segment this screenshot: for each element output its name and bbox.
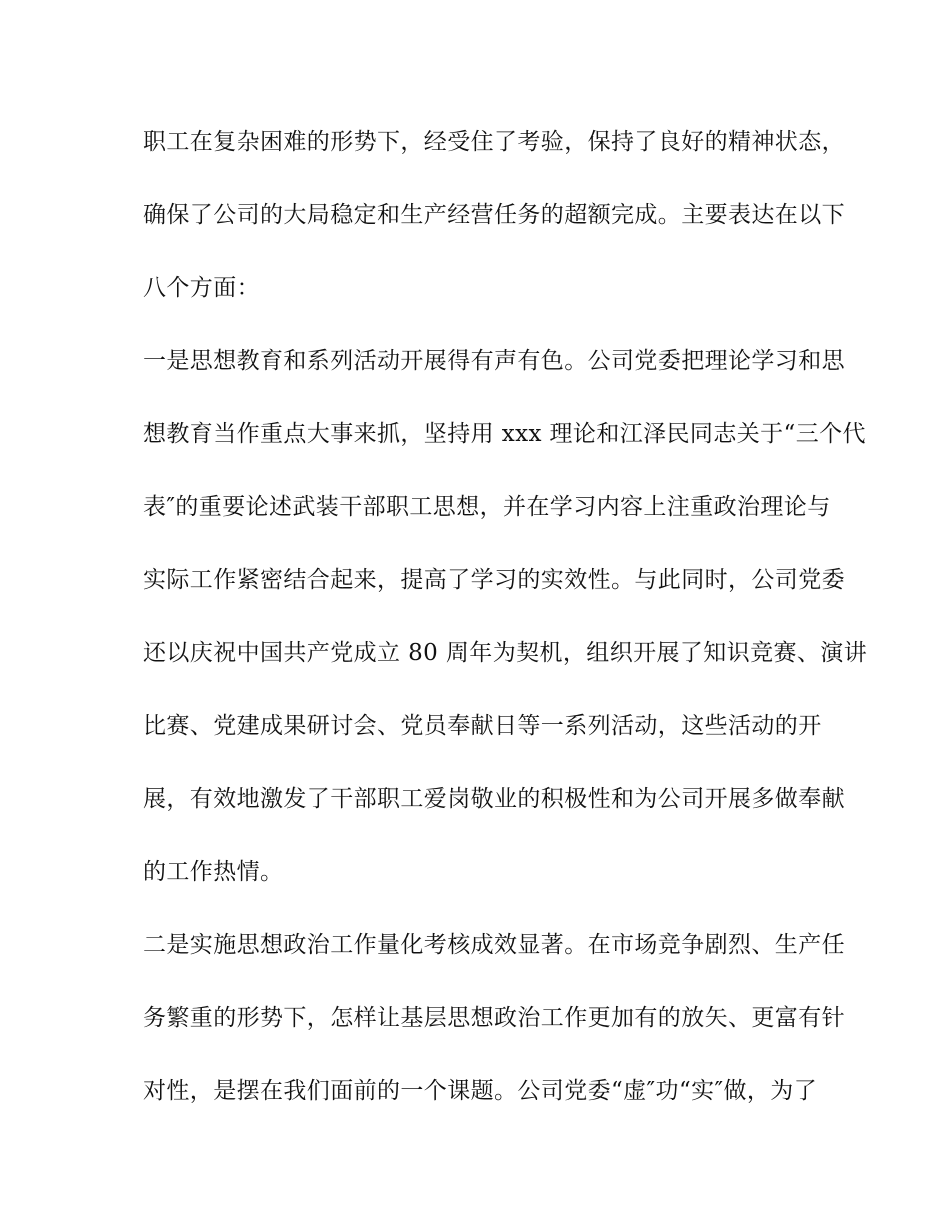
text-line: 对性，是摆在我们面前的一个课题。公司党委“虚″功“实″做，为了 [143,1078,818,1104]
text-line: 务繁重的形势下，怎样让基层思想政治工作更加有的放矢、更富有针 [143,1005,845,1031]
text-line: 比赛、党建成果研讨会、党员奉献日等一系列活动，这些活动的开 [143,713,822,739]
text-line: 还以庆祝中国共产党成立 80 周年为契机，组织开展了知识竞赛、演讲 [143,640,868,666]
text-line: 的工作热情。 [143,859,284,885]
text-line: 一是思想教育和系列活动开展得有声有色。公司党委把理论学习和思 [143,348,845,374]
text-line: 想教育当作重点大事来抓，坚持用 xxx 理论和江泽民同志关于“三个代 [143,421,866,447]
text-line: 表″的重要论述武装干部职工思想，并在学习内容上注重政治理论与 [143,494,831,520]
text-line: 二是实施思想政治工作量化考核成效显著。在市场竞争剧烈、生产任 [143,932,845,958]
text-line: 实际工作紧密结合起来，提高了学习的实效性。与此同时，公司党委 [143,567,845,593]
text-line: 八个方面： [143,275,260,301]
text-line: 确保了公司的大局稳定和生产经营任务的超额完成。主要表达在以下 [143,202,845,228]
text-line: 职工在复杂困难的形势下，经受住了考验，保持了良好的精神状态， [143,129,845,155]
text-line: 展，有效地激发了干部职工爱岗敬业的积极性和为公司开展多做奉献 [143,786,845,812]
